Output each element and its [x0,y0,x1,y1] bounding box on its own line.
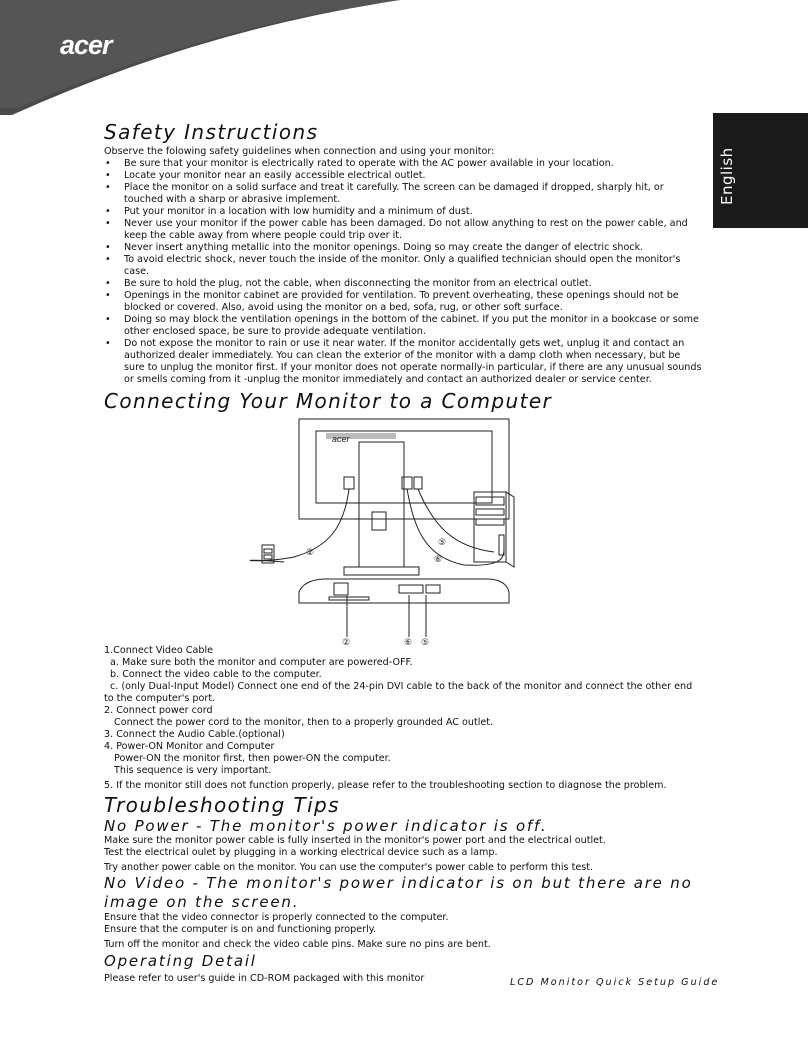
callout-power-top: ② [306,548,315,558]
monitor-bottom-view [299,579,509,603]
safety-title: Safety Instructions [104,120,319,144]
operating-text: Please refer to user's guide in CD-ROM packaged with this monitor [104,973,425,984]
safety-intro: Observe the folowing safety guidelines when connection and using your monitor: [104,146,495,157]
list-item: • Doing so may block the ventilation openings in the bottom of the cabinet. If you put the monitor in a bookcase or some other enclosed space, be sure to provide adequate ventilation. [104,314,704,338]
operating-title: Operating Detail [104,952,257,970]
troubleshooting-title: Troubleshooting Tips [104,793,340,817]
language-tab-label: English [718,147,736,205]
list-item: • Openings in the monitor cabinet are provided for ventilation. To prevent overheating, these openings should not be blocked or covered. Also, avoid using the monitor on a bed, sofa, rug, or other soft surface. [104,290,704,314]
footer-title: LCD Monitor Quick Setup Guide [510,977,720,988]
step-1c: c. (only Dual-Input Model) Connect one end of the 24-pin DVI cable to the back of the monitor and connect the other end to the computer's port. [104,681,693,704]
callout-video-top: ⑤ [438,538,447,548]
list-item: • Do not expose the monitor to rain or use it near water. If the monitor accidentally gets wet, unplug it and contact an authorized dealer immediately. You can clean the exterior of the monitor with a damp cloth when necessary, but be sure to unplug the monitor first. If your monitor does not operate normally-in particular, if there are any unusual sounds or smells coming from it -unplug the monitor immediately and contact an authorized dealer or service center. [104,338,704,386]
no-power-line: Make sure the monitor power cable is fully inserted in the monitor's power port and the electrical outlet. [104,835,606,846]
callout-video-bottom: ⑤ [421,638,430,645]
connection-diagram [104,417,704,645]
step-1: 1.Connect Video Cable [104,645,214,656]
no-video-line: Turn off the monitor and check the video cable pins. Make sure no pins are bent. [104,939,491,950]
list-item: • Never use your monitor if the power cable has been damaged. Do not allow anything to rest on the power cable, and keep the cable away from where people could trip over it. [104,218,704,242]
list-item: • Be sure to hold the plug, not the cable, when disconnecting the monitor from an electrical outlet. [104,278,704,290]
step-4-note: This sequence is very important. [114,765,272,776]
power-cable [250,489,349,562]
callout-power-bottom: ② [342,638,351,645]
list-item: • Be sure that your monitor is electrically rated to operate with the AC power available in your location. [104,158,704,170]
callout-audio-bottom: ⑥ [404,638,413,645]
step-1a: a. Make sure both the monitor and computer are powered-OFF. [110,657,413,668]
callout-audio-top: ⑥ [434,555,443,565]
step-2: 2. Connect power cord [104,705,213,716]
page-content [104,118,704,985]
step-1b: b. Connect the video cable to the computer. [110,669,322,680]
list-item: • Locate your monitor near an easily accessible electrical outlet. [104,170,704,182]
acer-logo: acer [60,30,112,60]
no-video-title: No Video - The monitor's power indicator is on but there are no image on the screen. [104,874,693,911]
connecting-title: Connecting Your Monitor to a Computer [104,389,553,413]
diagram-monitor-logo: acer [332,434,350,444]
list-item: • Never insert anything metallic into the monitor openings. Doing so may create the danger of electric shock. [104,242,704,254]
no-power-line: Test the electrical oulet by plugging in a working electrical device such as a lamp. [104,847,498,858]
audio-cable [418,489,494,552]
no-video-line: Ensure that the computer is on and functioning properly. [104,924,377,935]
list-item: • Put your monitor in a location with low humidity and a minimum of dust. [104,206,704,218]
no-video-line: Ensure that the video connector is properly connected to the computer. [104,912,449,923]
connecting-steps [104,645,704,792]
header-banner [0,0,808,120]
no-power-line: Try another power cable on the monitor. You can use the computer's power cable to perform this test. [104,862,594,873]
no-power-title: No Power - The monitor's power indicator is off. [104,817,548,835]
step-3: 3. Connect the Audio Cable.(optional) [104,729,285,740]
step-4-detail: Power-ON the monitor first, then power-ON the computer. [114,753,391,764]
list-item: • Place the monitor on a solid surface and treat it carefully. The screen can be damaged if dropped, sharply hit, or touched with a sharp or abrasive implement. [104,182,704,206]
step-2-detail: Connect the power cord to the monitor, then to a properly grounded AC outlet. [114,717,494,728]
video-cable [407,489,504,565]
safety-list [104,158,704,386]
list-item: • To avoid electric shock, never touch the inside of the monitor. Only a qualified technician should open the monitor's case. [104,254,704,278]
step-4: 4. Power-ON Monitor and Computer [104,741,275,752]
step-5: 5. If the monitor still does not function properly, please refer to the troubleshooting section to diagnose the problem. [104,780,667,791]
monitor-stand [359,442,404,567]
